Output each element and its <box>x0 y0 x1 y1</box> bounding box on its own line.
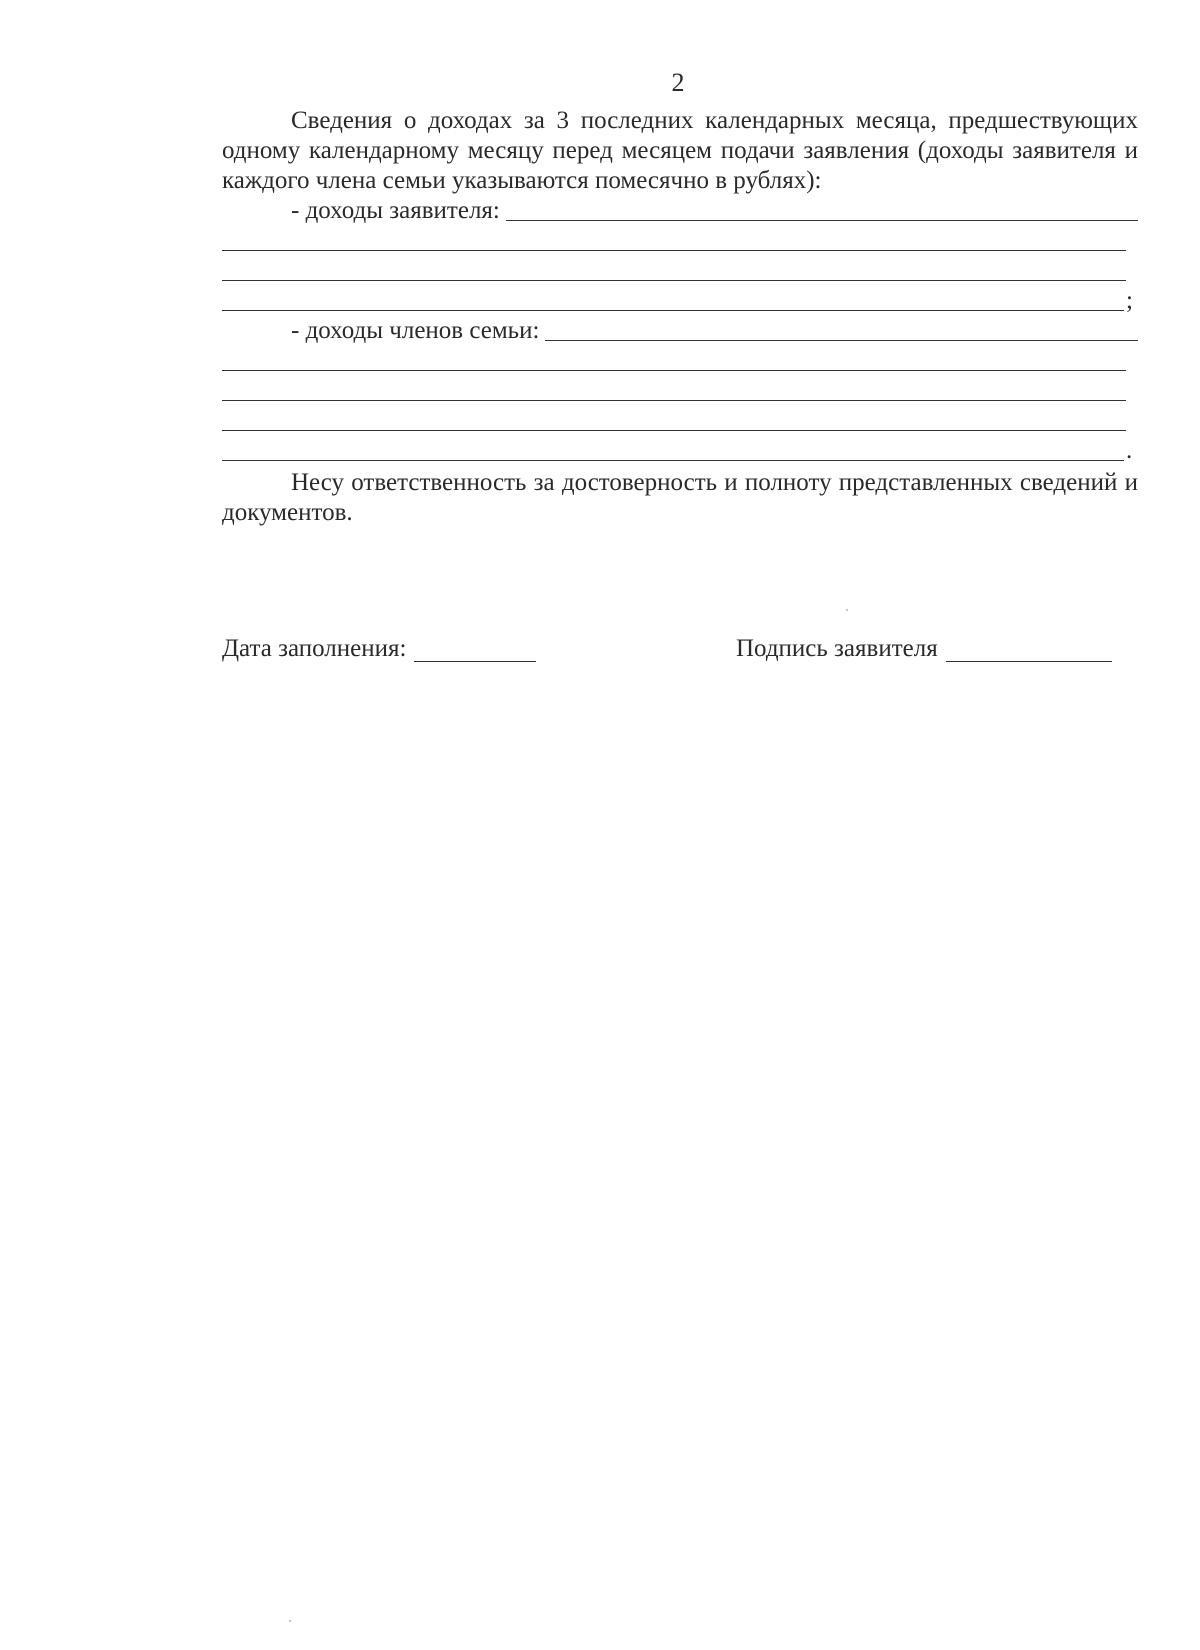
applicant-signature-label: Подпись заявителя <box>736 635 938 662</box>
family-income-row <box>222 316 1138 346</box>
applicant-income-line-row <box>222 226 1138 256</box>
income-intro-paragraph: Сведения о доходах за 3 последних календарных месяца, предшествующих одному календарному месяцу перед месяцем подачи заявления (доходы заявителя и каждого члена семьи указываются помесячно в рублях): <box>222 107 1138 194</box>
scan-speck <box>846 609 848 611</box>
scan-speck <box>289 1620 291 1622</box>
family-income-blank-1[interactable] <box>545 340 1138 341</box>
income-section <box>222 106 1138 528</box>
applicant-income-blank-4[interactable] <box>222 310 1124 311</box>
applicant-income-row <box>222 196 1138 226</box>
family-income-blank-3[interactable] <box>222 400 1126 401</box>
signature-area <box>222 634 1138 668</box>
family-income-label: - доходы членов семьи: <box>291 317 540 344</box>
applicant-income-blank-1[interactable] <box>506 220 1138 221</box>
fill-date-label: Дата заполнения: <box>222 635 407 662</box>
applicant-income-blank-2[interactable] <box>222 250 1126 251</box>
family-income-blank-5[interactable] <box>222 460 1124 461</box>
family-income-line-row <box>222 406 1138 436</box>
responsibility-statement: Несу ответственность за достоверность и полноту представленных сведений и документов. <box>222 469 1138 526</box>
fill-date-blank[interactable] <box>414 661 536 662</box>
page-number: 2 <box>671 68 685 97</box>
family-income-line-row <box>222 436 1138 466</box>
fill-date-field <box>222 634 536 664</box>
applicant-income-line-row <box>222 256 1138 286</box>
applicant-income-blank-3[interactable] <box>222 280 1126 281</box>
applicant-income-end-punct: ; <box>1126 287 1133 314</box>
applicant-income-line-row <box>222 286 1138 316</box>
applicant-signature-field <box>736 634 1112 664</box>
family-income-end-punct: . <box>1126 437 1133 464</box>
family-income-line-row <box>222 376 1138 406</box>
applicant-signature-blank[interactable] <box>946 661 1112 662</box>
family-income-line-row <box>222 346 1138 376</box>
family-income-blank-4[interactable] <box>222 430 1126 431</box>
applicant-income-label: - доходы заявителя: <box>291 197 500 224</box>
family-income-blank-2[interactable] <box>222 370 1126 371</box>
